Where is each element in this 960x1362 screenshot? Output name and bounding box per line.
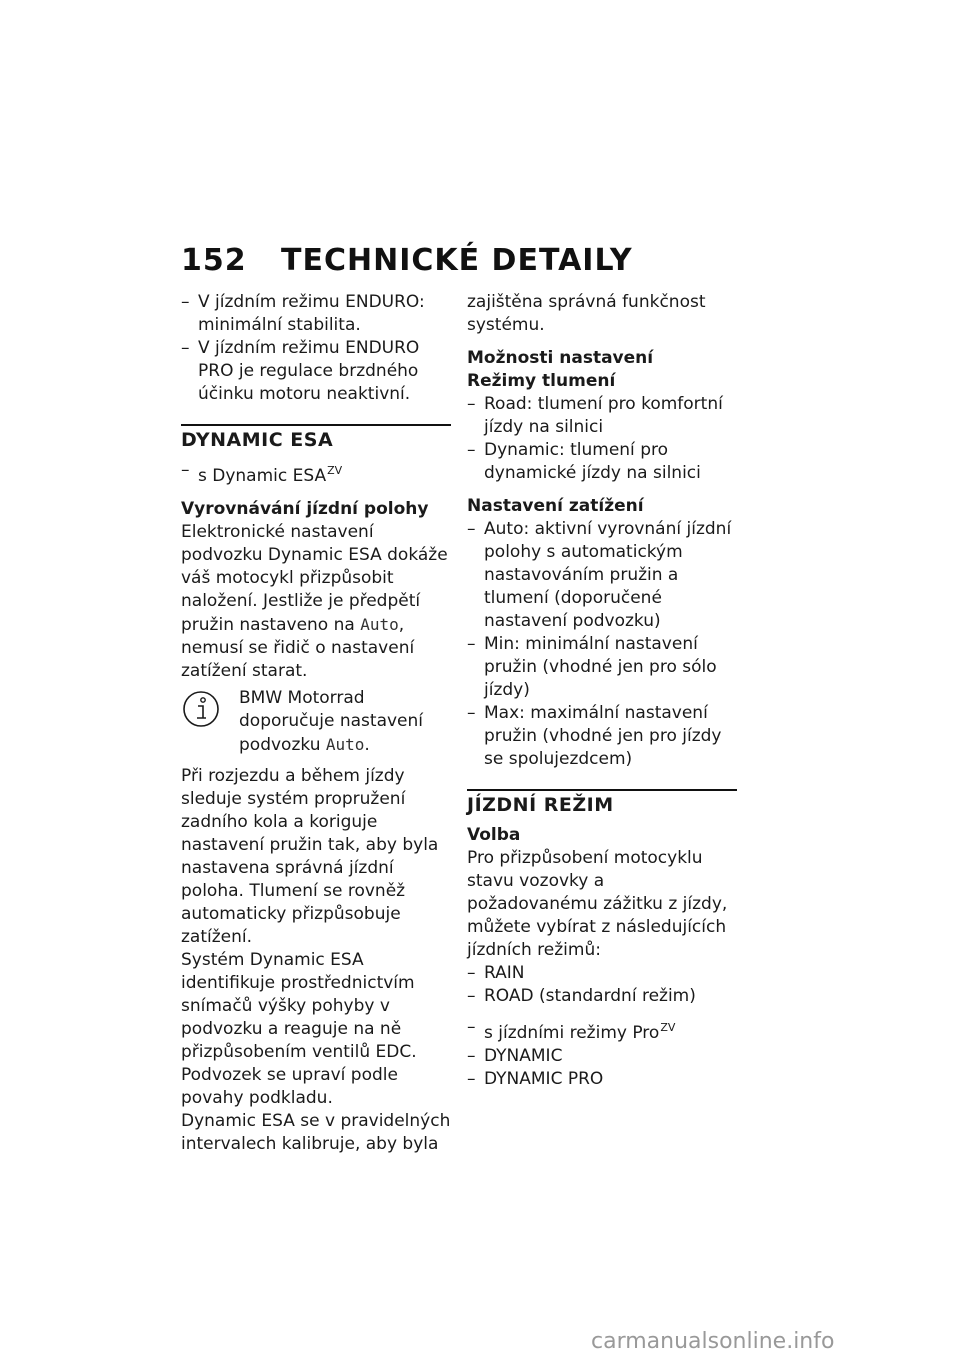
list-item: – DYNAMIC PRO — [467, 1069, 604, 1089]
list-item: – V jízdním režimu ENDURO: minimální stabilita. — [181, 292, 425, 335]
paragraph: Pro přizpůsobení motocyklu stavu vozovky a požadovanému zážitku z jízdy, můžete vybírat z následujících jízdních režimů: — [467, 848, 728, 960]
paragraph: zajištěna správná funkčnost systému. — [467, 292, 706, 335]
left-column — [181, 291, 451, 1156]
list-item: – RAIN — [467, 963, 525, 983]
list-item: – s jízdními režimy Pro$^{ZV}$ — [467, 1017, 676, 1043]
subsection-title: Vyrovnávání jízdní polohy — [181, 499, 429, 519]
page-header — [181, 243, 633, 278]
list-item: – Min: minimální nastavení pružin (vhodné jen pro sólo jízdy) — [467, 634, 717, 700]
section-title-riding-mode: JÍZDNÍ REŽIM — [467, 789, 737, 816]
list-item: – ROAD (standardní režim) — [467, 986, 696, 1006]
paragraph: Elektronické nastavení podvozku Dynamic ESA dokáže váš motocykl přizpůsobit naložení. Jestliže je předpětí pružin nastaveno na Auto, nemusí se řidič o nastavení zatížení starat. — [181, 522, 448, 681]
list-item: – Road: tlumení pro komfortní jízdy na silnici — [467, 394, 723, 437]
info-note: BMW Motorrad doporučuje nastavení podvozku Auto. — [181, 687, 451, 757]
subsection-title: Režimy tlumení — [467, 371, 616, 391]
list-item: – Dynamic: tlumení pro dynamické jízdy na silnici — [467, 440, 701, 483]
page-title: TECHNICKÉ DETAILY — [281, 243, 633, 278]
section-title-dynamic-esa: DYNAMIC ESA — [181, 424, 451, 451]
paragraph: Při rozjezdu a během jízdy sleduje systém propružení zadního kola a koriguje nastavení pružin tak, aby byla nastavena správná jízdní poloha. Tlumení se rovněž automaticky přizpůsobuje zatížení. — [181, 766, 439, 947]
right-column — [467, 291, 737, 1091]
list-item: – Max: maximální nastavení pružin (vhodné jen pro jízdy se spolujezdcem) — [467, 703, 722, 769]
subsection-title: Nastavení zatížení — [467, 496, 644, 516]
info-icon — [181, 689, 221, 729]
list-item: – V jízdním režimu ENDURO PRO je regulace brzdného účinku motoru neaktivní. — [181, 338, 420, 404]
subsection-title: Volba — [467, 825, 521, 845]
watermark: carmanualsonline.info — [591, 1329, 835, 1354]
page-number: 152 — [181, 243, 247, 278]
list-item: – DYNAMIC — [467, 1046, 563, 1066]
subsection-title: Možnosti nastavení — [467, 348, 654, 368]
paragraph: Dynamic ESA se v pravidelných intervalech kalibruje, aby byla — [181, 1111, 451, 1154]
list-item: – s Dynamic $ESA^{ZV}$ — [181, 460, 343, 486]
paragraph: Systém Dynamic ESA identifikuje prostřednictvím snímačů výšky pohyby v podvozku a reaguje na ně přizpůsobením ventilů EDC. Podvozek se upraví podle povahy podkladu. — [181, 950, 417, 1108]
list-item: – Auto: aktivní vyrovnání jízdní polohy s automatickým nastavováním pružin a tlumení (doporučené nastavení podvozku) — [467, 519, 732, 631]
